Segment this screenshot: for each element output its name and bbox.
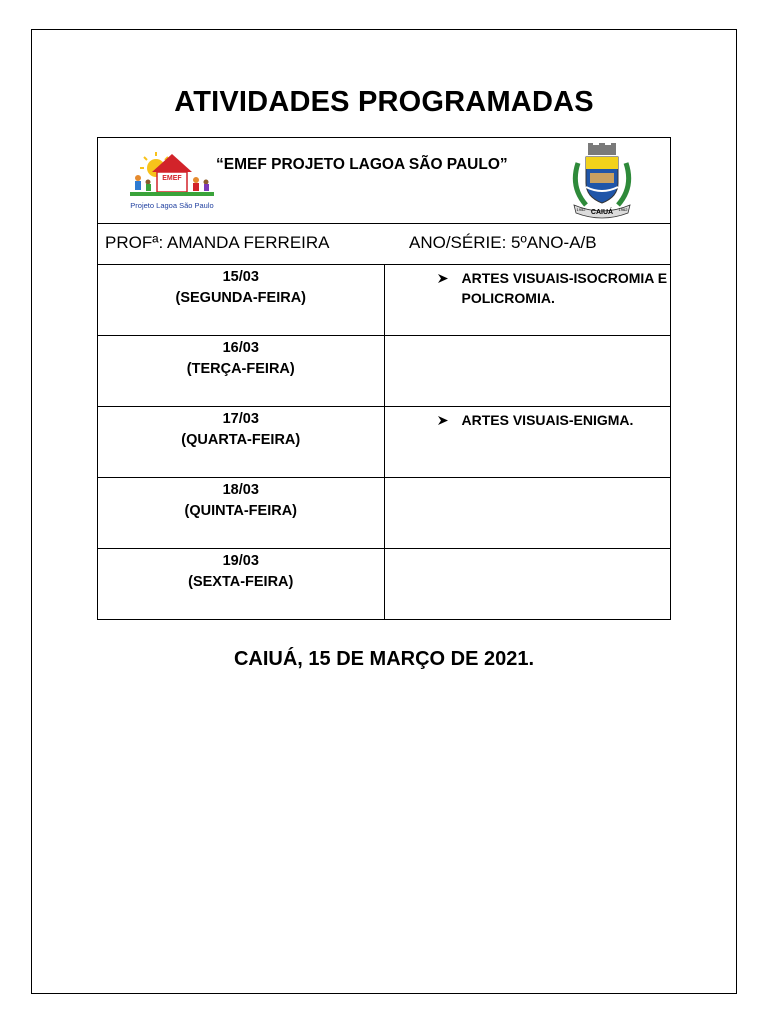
teacher-row [98,224,671,265]
svg-text:EMEF: EMEF [162,175,182,182]
day-weekday: (TERÇA-FEIRA) [186,361,295,377]
activity-text: ARTES VISUAIS-ENIGMA. [461,412,634,428]
arrow-bullet-icon [437,415,449,426]
day-date: 15/03 [222,269,259,285]
activity-cell [384,407,671,478]
schedule-row [98,336,671,407]
document-title: ATIVIDADES PROGRAMADAS [174,86,594,118]
grade-label: ANO/SÉRIE: 5ºANO-A/B [409,233,597,252]
day-cell [98,478,385,549]
day-date: 16/03 [222,340,259,356]
city-coat-of-arms [568,143,636,219]
day-date: 19/03 [222,553,259,569]
svg-text:CAIUÁ: CAIUÁ [590,209,614,216]
day-date: 17/03 [222,411,259,427]
schedule-table [97,137,671,620]
activity-cell [384,265,671,336]
arrow-bullet-icon [437,273,449,284]
activity-text: ARTES VISUAIS-ISOCROMIA E POLICROMIA. [461,270,668,306]
schedule-row [98,478,671,549]
activity-cell [384,549,671,620]
school-logo [126,148,218,214]
footer-date: CAIUÁ, 15 DE MARÇO DE 2021. [233,648,535,670]
teacher-cell [98,224,671,265]
teacher-name: PROFª: AMANDA FERREIRA [105,233,330,252]
day-weekday: (SEXTA-FEIRA) [188,574,294,590]
day-weekday: (SEGUNDA-FEIRA) [175,290,306,306]
schedule-row [98,549,671,620]
day-cell [98,407,385,478]
school-name: “EMEF PROJETO LAGOA SÃO PAULO” [216,156,508,173]
svg-text:1962: 1962 [618,207,628,212]
day-cell [98,336,385,407]
svg-text:1952: 1952 [576,207,586,212]
day-date: 18/03 [222,482,259,498]
day-weekday: (QUINTA-FEIRA) [184,503,297,519]
activity-cell [384,478,671,549]
schedule-row [98,407,671,478]
activity-item [437,268,671,306]
svg-text:Projeto Lagoa São Paulo: Projeto Lagoa São Paulo [130,201,214,210]
day-cell [98,549,385,620]
school-header-cell [98,138,671,224]
activity-item [437,410,671,430]
activity-cell [384,336,671,407]
day-cell [98,265,385,336]
header-row [98,138,671,224]
day-weekday: (QUARTA-FEIRA) [181,432,301,448]
schedule-row [98,265,671,336]
